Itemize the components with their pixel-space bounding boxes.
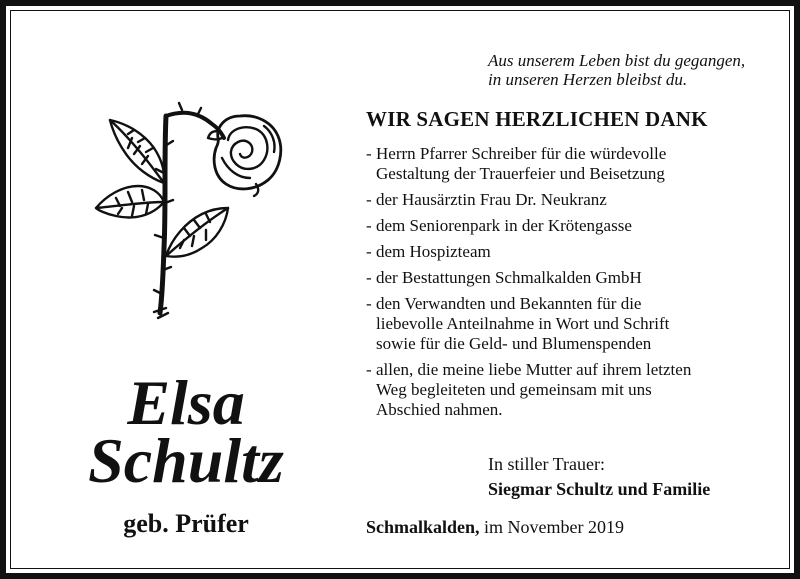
rose-icon [88,98,288,330]
list-item-line: Weg begleiteten und gemeinsam mit uns [376,380,652,399]
quote-line: Aus unserem Leben bist du gegangen, [488,51,746,70]
birth-name: geb. Prüfer [123,509,249,538]
list-item-line: dem Seniorenpark in der Krötengasse [376,216,632,235]
bullet: - [366,294,372,313]
list-item-line: liebevolle Anteilnahme in Wort und Schrift [376,314,670,333]
bullet: - [366,144,372,163]
list-item [366,268,786,288]
bullet: - [366,268,372,287]
deceased-last-name: Schultz [88,425,284,496]
list-item [366,144,786,184]
thanks-heading: WIR SAGEN HERZLICHEN DANK [366,107,708,131]
list-item [366,294,786,354]
list-item-line: den Verwandten und Bekannten für die [376,294,642,313]
bullet: - [366,360,372,379]
list-item-line: dem Hospizteam [376,242,491,261]
place-date [366,517,624,538]
date: im November 2019 [484,517,625,537]
place: Schmalkalden, [366,517,480,537]
list-item [366,360,786,420]
quote-line: in unseren Herzen bleibst du. [488,70,688,89]
family-signature: Siegmar Schultz und Familie [488,479,711,499]
list-item [366,190,786,210]
list-item [366,242,786,262]
bullet: - [366,190,372,209]
list-item-line: Gestaltung der Trauerfeier und Beisetzung [376,164,665,183]
quote [488,51,788,89]
bullet: - [366,216,372,235]
list-item-line: der Bestattungen Schmalkalden GmbH [376,268,642,287]
deceased-first-name: Elsa [127,367,245,438]
list-item-line: sowie für die Geld- und Blumenspenden [376,334,652,353]
list-item-line: allen, die meine liebe Mutter auf ihrem letzten [376,360,692,379]
mourning-label: In stiller Trauer: [488,454,605,474]
list-item-line: Abschied nahmen. [376,400,503,419]
bullet: - [366,242,372,261]
list-item [366,216,786,236]
list-item-line: Herrn Pfarrer Schreiber für die würdevolle [376,144,667,163]
thanks-list [366,144,786,426]
list-item-line: der Hausärztin Frau Dr. Neukranz [376,190,607,209]
